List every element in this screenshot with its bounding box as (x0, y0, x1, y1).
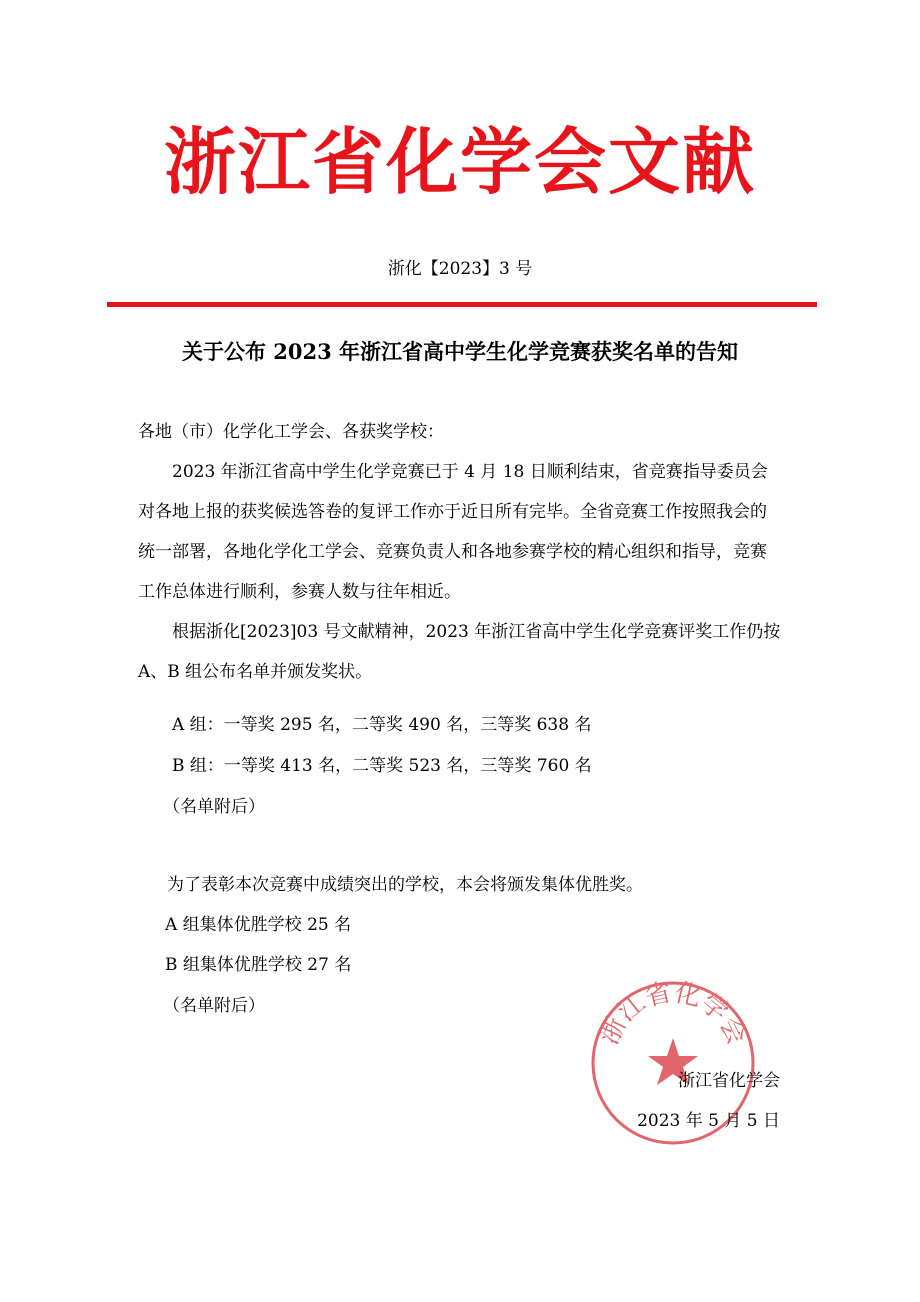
notice-body (138, 412, 783, 692)
group-b-awards: B 组：一等奖 413 名，二等奖 523 名，三等奖 760 名 (172, 756, 592, 776)
paragraph-1: 2023 年浙江省高中学生化学竞赛已于 4 月 18 日顺利结束，省竞赛指导委员会对各地上报的获奖候选答卷的复评工作亦于近日所有完毕。全省竞赛工作按照我会的统一部署，各地化学化工学会、竞赛负责人和各地参赛学校的精心组织和指导，竞赛工作总体进行顺利，参赛人数与往年相近。 (138, 462, 768, 602)
list-attached-note: （名单附后） (163, 797, 265, 817)
signature-org: 浙江省化学会 (678, 1071, 780, 1091)
group-a-awards: A 组：一等奖 295 名，二等奖 490 名，三等奖 638 名 (172, 715, 592, 735)
group-b-schools: B 组集体优胜学校 27 名 (165, 955, 352, 975)
org-title: 浙江省化学会文献 (163, 120, 756, 204)
salutation: 各地（市）化学化工学会、各获奖学校： (138, 422, 444, 442)
collective-award-intro: 为了表彰本次竞赛中成绩突出的学校，本会将颁发集体优胜奖。 (167, 875, 643, 895)
notice-title: 关于公布 2023 年浙江省高中学生化学竞赛获奖名单的告知 (181, 339, 739, 364)
red-divider (107, 302, 817, 307)
seal-text: 浙江省化学会 (594, 978, 752, 1050)
document-number: 浙化【2023】3 号 (387, 259, 533, 279)
paragraph-2: 根据浙化[2023]03 号文献精神，2023 年浙江省高中学生化学竞赛评奖工作仍按 A、B 组公布名单并颁发奖状。 (138, 622, 781, 682)
signature-date: 2023 年 5 月 5 日 (637, 1111, 780, 1131)
group-a-schools: A 组集体优胜学校 25 名 (165, 915, 352, 935)
list-attached-note-2: （名单附后） (163, 996, 265, 1016)
